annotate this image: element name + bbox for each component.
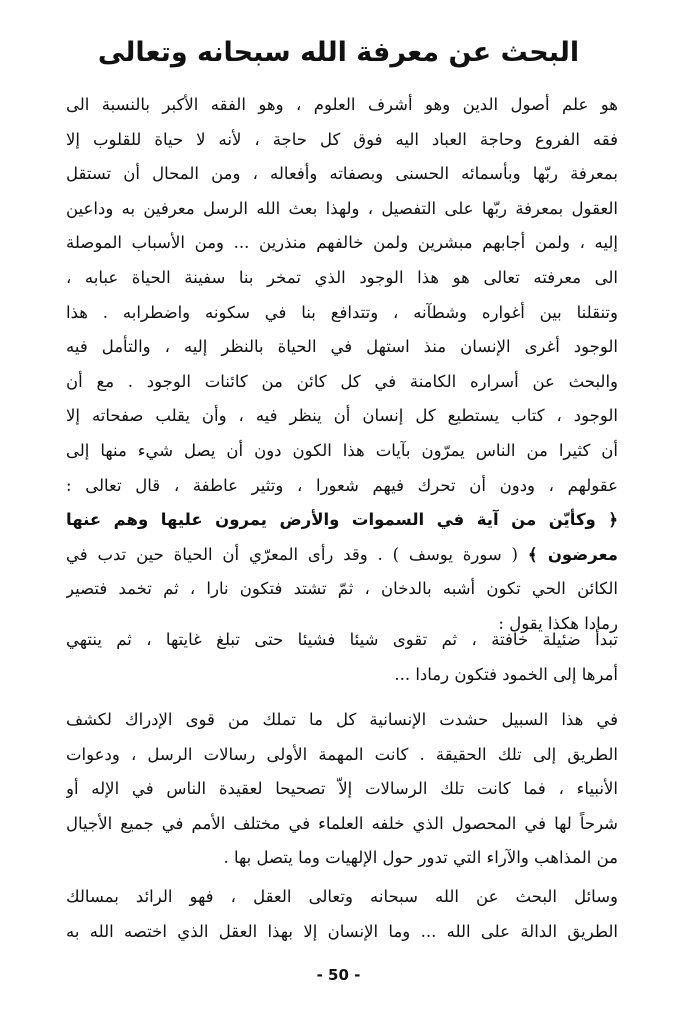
- text-line: تبدأ ضئيلة خافتة ، ثم تقوى شيئا فشيئا حتى تبلغ غايتها ، ثم ينتهي: [66, 630, 618, 649]
- paragraph-1: [66, 88, 618, 642]
- text-line: الوجود ، كتاب يستطيع كل إنسان أن ينظر فيه ، وأن يقلب صفحاته إلا: [66, 406, 618, 426]
- text-line: فقه الفروع وحاجة العباد اليه فوق كل حاجة ، لأنه لا حياة للقلوب إلا: [66, 129, 618, 149]
- text-line: الى معرفته تعالى هو هذا الوجود الذي تمخر بنا سفينة الحياة عبابه ،: [66, 267, 618, 287]
- text-line: أمرها إلى الخمود فتكون رمادا ...: [394, 664, 618, 684]
- text-line: وتنقلنا بين أغواره وشطآنه ، وتتدافع بنا في سكونه واضطرابه . هذا: [66, 302, 618, 322]
- paragraph-4: [66, 880, 618, 949]
- text-line: الكائن الحي تكون أشبه بالدخان ، ثمّ تشتد فتكون نارا ، ثم تخمد فتصير: [66, 579, 618, 599]
- text-line: الوجود أغرى الإنسان منذ استهل في الحياة بالنظر إليه ، والتأمل فيه: [66, 337, 618, 357]
- text-line: والبحث عن أسراره الكامنة في كل كائن من كائنات الوجود . مع أن: [66, 371, 618, 391]
- text-line: وسائل البحث عن الله سبحانه وتعالى العقل ، فهو الرائد بمسالك: [66, 887, 618, 906]
- quran-quote-line: ﴿ وكأيّن من آية في السموات والأرض يمرون عليها وهم عنها: [66, 510, 618, 530]
- text-line: العقول بمعرفة ربّها على التفصيل ، ولهذا بعث الله الرسل معرفين به وداعين: [66, 198, 618, 218]
- quote-continuation-line: [66, 538, 618, 573]
- text-line: شرحاً لها في المحصول الذي خلفه العلماء في مختلف الأمم في جميع الأجيال: [66, 813, 618, 833]
- paragraph-3: [66, 703, 618, 876]
- text-line: عقولهم ، ودون أن تحرك فيهم شعورا ، وتثير عاطفة ، قال تعالى :: [66, 475, 618, 495]
- page-number: - 50 -: [316, 966, 361, 984]
- paragraph-2: [66, 623, 618, 692]
- text-line: أن كثيرا من الناس يمرّون بآيات هذا الكون دون أن يصل شيء منها إلى: [66, 440, 618, 460]
- quran-quote-end: معرضون ﴾: [527, 544, 618, 564]
- text-line: من المذاهب والآراء التي تدور حول الإلهيات وما يتصل بها .: [223, 848, 618, 868]
- text-line: هو علم أصول الدين وهو أشرف العلوم ، وهو الفقه الأكبر بالنسبة الى: [66, 95, 618, 114]
- text-line: الأنبياء ، فما كانت تلك الرسالات إلاّ تصحيحا لعقيدة الناس في الإله أو: [66, 779, 618, 799]
- text-line: في هذا السبيل حشدت الإنسانية كل ما تملك من قوى الإدراك لكشف: [66, 710, 618, 729]
- text-line: بمعرفة ربّها وبأسمائه الحسنى وبصفاته وأفعاله ، ومن المحال أن تستقل: [66, 164, 618, 184]
- text-line: إليه ، ولمن أجابهم مبشرين ولمن خالفهم منذرين ... ومن الأسباب الموصلة: [66, 233, 618, 253]
- quote-citation: ( سورة يوسف ) . وقد رأى المعرّي أن الحياة حين تدب في: [66, 544, 528, 564]
- text-line: الطريق إلى تلك الحقيقة . كانت المهمة الأولى رسالات الرسل ، ودعوات: [66, 744, 618, 764]
- page-title: البحث عن معرفة الله سبحانه وتعالى: [97, 37, 580, 68]
- text-line: رمادا هكذا يقول :: [498, 613, 618, 633]
- text-line: الطريق الدالة على الله ... وما الإنسان إلا بهذا العقل الذي اختصه الله به: [66, 921, 618, 941]
